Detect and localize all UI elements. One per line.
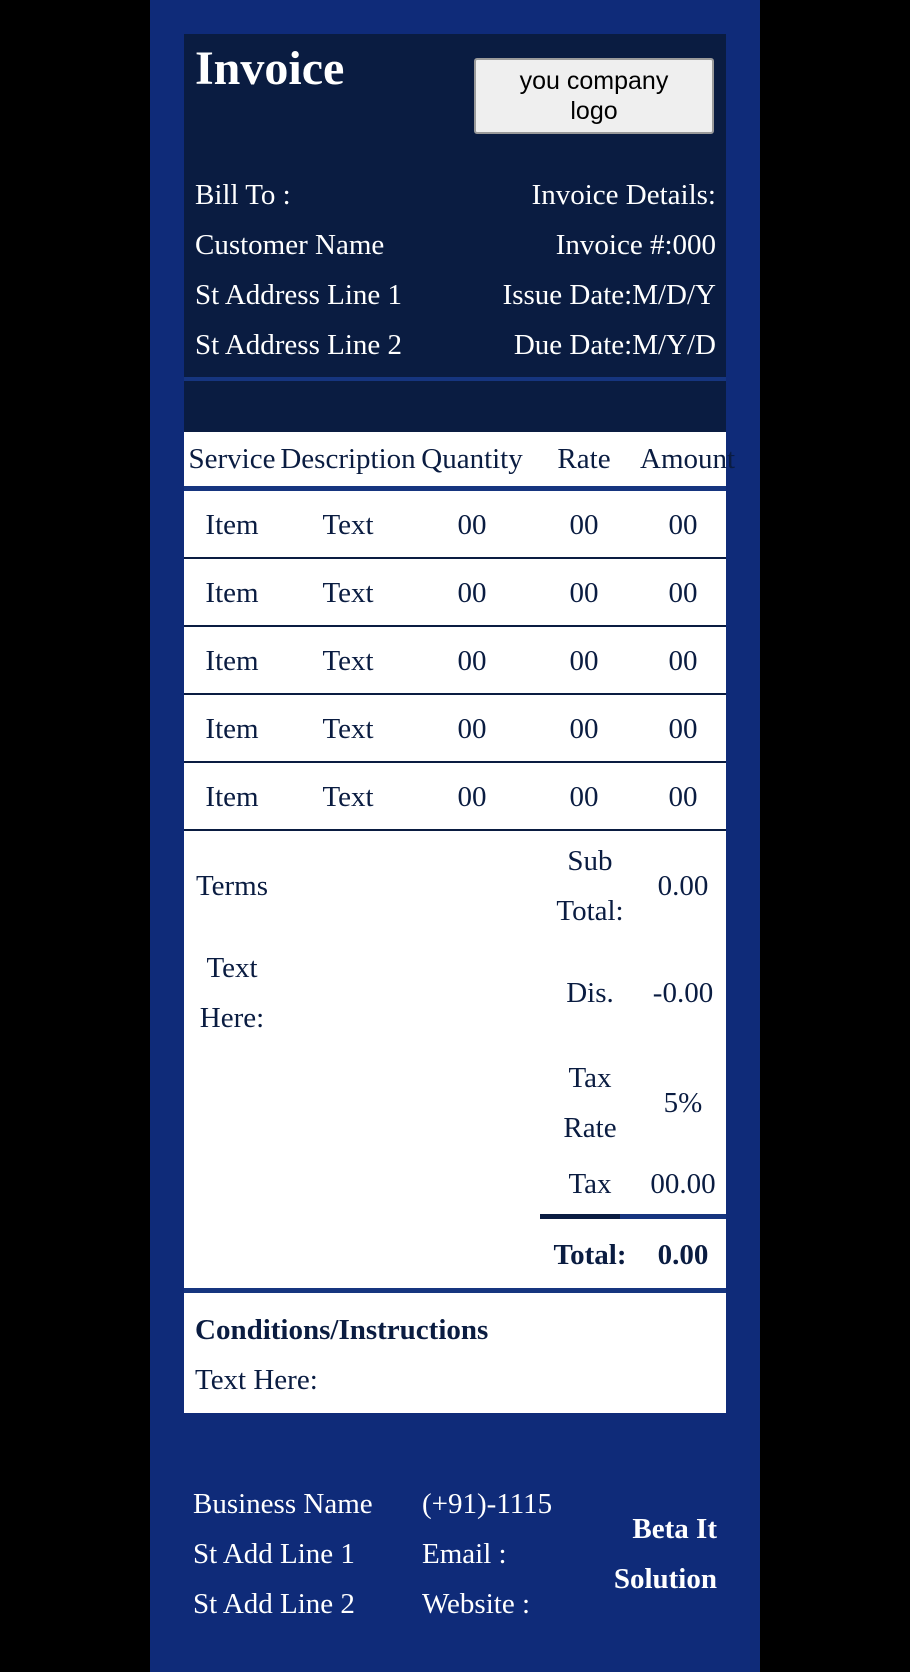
table-row	[184, 491, 726, 559]
terms-label: Terms	[195, 870, 269, 902]
business-website-label: Website :	[422, 1588, 530, 1620]
company-logo-placeholder: you company logo	[474, 58, 714, 134]
tax-rate-value: 5%	[663, 1087, 703, 1119]
column-header-amount: Amount	[640, 443, 736, 475]
subtotal-label: Sub Total:	[556, 845, 624, 927]
table-cell-rate: 00	[569, 577, 599, 609]
conditions-title: Conditions/Instructions	[195, 1314, 489, 1346]
table-cell-description: Text	[322, 577, 374, 609]
table-row	[184, 695, 726, 763]
table-cell-service: Item	[205, 645, 259, 677]
table-cell-amount: 00	[668, 577, 698, 609]
bill-to-heading: Bill To :	[195, 179, 291, 211]
column-header-service: Service	[188, 443, 276, 475]
total-label: Total:	[553, 1239, 627, 1271]
discount-value: -0.00	[652, 977, 714, 1009]
table-row	[184, 763, 726, 831]
header-strip	[184, 381, 726, 432]
table-cell-rate: 00	[569, 509, 599, 541]
brand-line-2: Solution	[613, 1563, 717, 1595]
table-cell-quantity: 00	[457, 645, 487, 677]
total-divider-blue	[620, 1214, 726, 1219]
brand-line-1: Beta It	[632, 1513, 717, 1545]
invoice-number: Invoice #:000	[555, 229, 716, 261]
business-phone: (+91)-1115	[422, 1488, 553, 1520]
footer-contact	[422, 1479, 552, 1629]
customer-name: Customer Name	[195, 229, 385, 261]
table-cell-service: Item	[205, 781, 259, 813]
column-header-rate: Rate	[557, 443, 611, 475]
table-cell-rate: 00	[569, 713, 599, 745]
discount-label: Dis.	[566, 977, 614, 1009]
invoice-header	[184, 34, 726, 377]
table-cell-amount: 00	[668, 713, 698, 745]
column-header-description: Description	[280, 443, 416, 475]
table-cell-description: Text	[322, 781, 374, 813]
table-cell-quantity: 00	[457, 577, 487, 609]
table-cell-rate: 00	[569, 781, 599, 813]
table-cell-description: Text	[322, 713, 374, 745]
business-address-line-1: St Add Line 1	[193, 1538, 355, 1570]
bill-to-block	[195, 170, 402, 370]
terms-text: Text Here:	[199, 952, 265, 1034]
invoice-title: Invoice	[195, 42, 345, 95]
table-cell-description: Text	[322, 645, 374, 677]
issue-date: Issue Date:M/D/Y	[502, 279, 716, 311]
table-row	[184, 559, 726, 627]
invoice-details-heading: Invoice Details:	[531, 179, 716, 211]
table-cell-quantity: 00	[457, 713, 487, 745]
table-cell-rate: 00	[569, 645, 599, 677]
tax-value: 00.00	[650, 1168, 716, 1200]
total-value: 0.00	[657, 1239, 709, 1271]
business-address-line-2: St Add Line 2	[193, 1588, 355, 1620]
table-row	[184, 627, 726, 695]
footer-business	[193, 1479, 373, 1629]
table-cell-service: Item	[205, 577, 259, 609]
business-name: Business Name	[193, 1488, 373, 1520]
tax-label: Tax	[568, 1168, 612, 1200]
conditions-section	[184, 1293, 726, 1413]
address-line-1: St Address Line 1	[195, 279, 403, 311]
column-header-quantity: Quantity	[421, 443, 523, 475]
table-cell-amount: 00	[668, 509, 698, 541]
tax-rate-label: Tax Rate	[563, 1062, 617, 1144]
table-cell-description: Text	[322, 509, 374, 541]
total-divider-dark	[540, 1214, 620, 1219]
items-section	[184, 432, 736, 1288]
table-cell-quantity: 00	[457, 781, 487, 813]
invoice-details-block	[503, 170, 716, 370]
subtotal-value: 0.00	[657, 870, 709, 902]
table-cell-service: Item	[205, 713, 259, 745]
address-line-2: St Address Line 2	[195, 329, 403, 361]
business-email-label: Email :	[422, 1538, 507, 1570]
conditions-text: Text Here:	[195, 1364, 318, 1396]
table-cell-quantity: 00	[457, 509, 487, 541]
table-cell-service: Item	[205, 509, 259, 541]
due-date: Due Date:M/Y/D	[513, 329, 716, 361]
invoice-page	[150, 0, 760, 1672]
table-cell-amount: 00	[668, 645, 698, 677]
table-cell-amount: 00	[668, 781, 698, 813]
footer-brand	[614, 1504, 717, 1604]
